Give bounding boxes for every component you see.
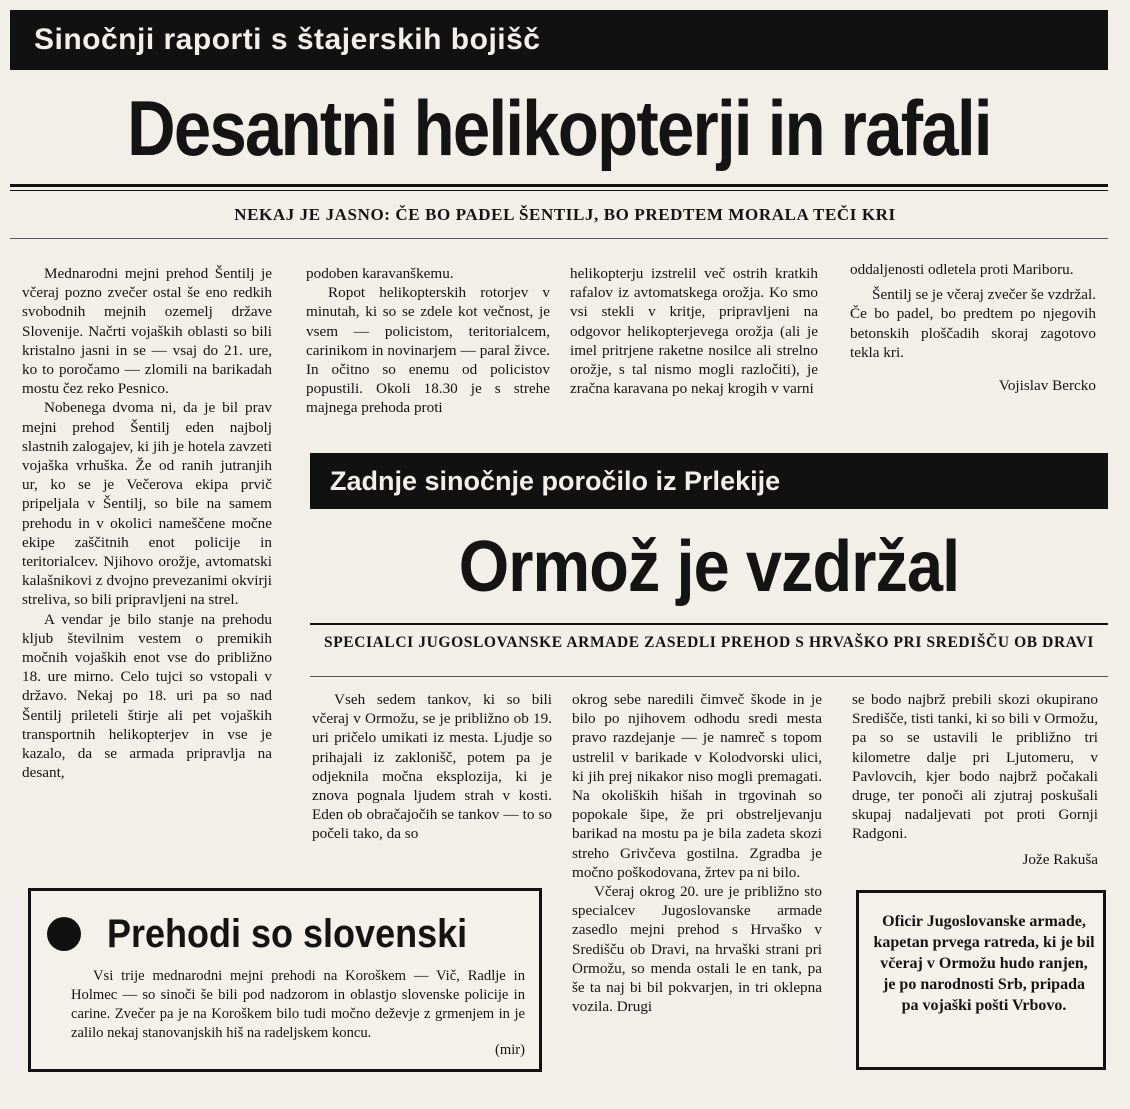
paragraph: Nobenega dvoma ni, da je bil prav mejni prehod Šentilj eden najbolj slastnih zalogajev, ki jih je hotela zavzeti vojaška vrhuška. Že od ranih jutranjih ur, ko se je Večerova ekipa prvič pripeljala v Šentilj, so bile na samem prehodu in v okolici nameščene močne ekipe zaščitnih enot policije in teritorialcev. Njihovo orožje, avtomatski kalašnikovi z dvojno prevezanimi okvirji streliva, so bili pripravljeni na strel.: [22, 399, 272, 609]
brief-box: [28, 888, 542, 1072]
headline-rule-thin: [10, 190, 1108, 191]
officer-box: [856, 890, 1106, 1070]
paragraph: podoben karavanškemu.: [306, 265, 454, 282]
paragraph: A vendar je bilo stanje na prehodu kljub številnim vestem o premikih močnih vojaških enot vse do približno 18. ure mirno. Celo tujci so vstopali v državo. Nekaj po 18. uri pa so nad Šentilj prileteli štirje ali pet vojaških transportnih helikopterjev in vse je kazalo, da se armada pripravlja na desant,: [22, 610, 272, 782]
article2-author: Jože Rakuša: [1022, 850, 1098, 868]
article2-column-3: [852, 690, 1098, 869]
paragraph: Včeraj okrog 20. ure je približno sto specialcev Jugoslovanske armade zasedlo mejni prehod s Hrvaško v Središču ob Dravi, na hrvaški strani pri Ormožu, so menda ostali le en tank, pa še ta naj bi bil pokvarjen, in tri oklepna vozila. Drugi: [572, 883, 822, 1016]
brief-text: Vsi trije mednarodni mejni prehodi na Koroškem — Vič, Radlje in Holmec — so sinoči še bili pod nadzorom in oblastjo slovenske policije in carine. Zvečer pa je na Koroškem bilo tudi močno deževje z grmenjem in je zalilo nekaj stanovanjskih hiš na radeljskem koncu.: [71, 968, 525, 1041]
article2-kicker-text: Zadnje sinočnje poročilo iz Prlekije: [330, 466, 781, 496]
headline-rule: [10, 184, 1108, 187]
main-headline: Desantni helikopterji in rafali: [127, 84, 991, 172]
article2-subhead: SPECIALCI JUGOSLOVANSKE ARMADE ZASEDLI PREHOD S HRVAŠKO PRI SREDIŠČU OB DRAVI: [323, 634, 1094, 651]
brief-title: Prehodi so slovenski: [107, 912, 468, 956]
brief-signature: (mir): [495, 1042, 525, 1058]
article2-column-1: [312, 690, 552, 844]
article1-column-3: [570, 264, 818, 398]
article1-column-1: [22, 264, 272, 782]
article2-column-2: [572, 690, 822, 1016]
kicker-text: Sinočnji raporti s štajerskih bojišč: [34, 23, 541, 56]
article2-rule: [310, 623, 1108, 625]
kicker-banner: [10, 10, 1108, 70]
article1-column-2: [306, 264, 550, 418]
paragraph: Ropot helikopterskih rotorjev v minutah, ki so se zdele kot večnost, je vsem — policistom, teritorialcem, carinikom in novinarjem — paral živce. In očitno so enemu od policistov popustili. Okoli 18.30 je s strehe majnega prehoda proti: [306, 284, 550, 417]
paragraph: oddaljenosti odletela proti Mariboru.: [850, 261, 1074, 278]
article2-kicker-banner: [310, 453, 1108, 509]
article1-column-4: [850, 260, 1096, 395]
bullet-icon: [47, 917, 81, 951]
article1-subhead: NEKAJ JE JASNO: ČE BO PADEL ŠENTILJ, BO PREDTEM MORALA TEČI KRI: [234, 205, 896, 224]
paragraph: Šentilj se je včeraj zvečer še vzdržal. Če bo padel, bo predtem po njegovih betonskih ploščadih skoraj zagotovo tekla kri.: [850, 286, 1096, 361]
subhead-rule: [10, 238, 1108, 239]
brief-body: [71, 967, 525, 1060]
officer-text: Oficir Jugoslovanske armade, kapetan prvega ratreda, ki je bil včeraj v Ormožu hudo ranjen, je po narodnosti Srb, pripada pa vojaški pošti Vrbovo.: [873, 913, 1095, 1014]
paragraph: helikopterju izstrelil več ostrih kratkih rafalov iz avtomatskega orožja. Ko smo vsi stekli v kritje, pripravljeni na odgovor helikopterjevega orožja (ali je imel pritrjene raketne nosilce ali strelno orožje, s tal nismo mogli razločiti), je zračna karavana po nekaj krogih v varni: [570, 265, 818, 398]
article2-headline: Ormož je vzdržal: [458, 527, 960, 607]
paragraph: Mednarodni mejni prehod Šentilj je včeraj pozno zvečer ostal še eno redkih svobodnih mejnih ozemelj države Slovenije. Načrti vojaških oblasti so bili kristalno jasni in se — vsaj do 21. ure, ko to poročamo — zlomili na barikadah mostu čez reko Pesnico.: [22, 265, 272, 398]
paragraph: Vseh sedem tankov, ki so bili včeraj v Ormožu, se je približno ob 19. uri pričelo umikati iz mesta. Ljudje so prihajali iz zaklonišč, potem pa je odjeknila močna eksplozija, ki je znova pognala ljudem strah v kosti. Eden ob obračajočih se tankov — to so počeli tako, da so: [312, 691, 552, 843]
article2-subhead-rule: [310, 676, 1108, 677]
paragraph: okrog sebe naredili čimveč škode in je bilo po njihovem odhodu sredi mesta pravo razdejanje — je namreč s topom ustrelil v barikade v Kolodvorski ulici, ki jih prej nikakor niso mogli premagati. Na okoliških hišah in trgovinah so popokale šipe, že pri obstreljevanju barikad na mostu pa je bila zadeta skozi streho Grivčeva gostilna. Zgradba je močno poškodovana, žrtev pa ni bilo.: [572, 691, 822, 881]
paragraph: se bodo najbrž prebili skozi okupirano Središče, tisti tanki, ki so bili v Ormožu, pa so se ustavili le približno tri kilometre dalje pri Ljutomeru, v Pavlovcih, kjer bodo najbrž počakali druge, ter ponoči ali zjutraj poskušali skupaj nadaljevati pot proti Gornji Radgoni.: [852, 691, 1098, 843]
article1-author: Vojislav Bercko: [998, 377, 1096, 395]
